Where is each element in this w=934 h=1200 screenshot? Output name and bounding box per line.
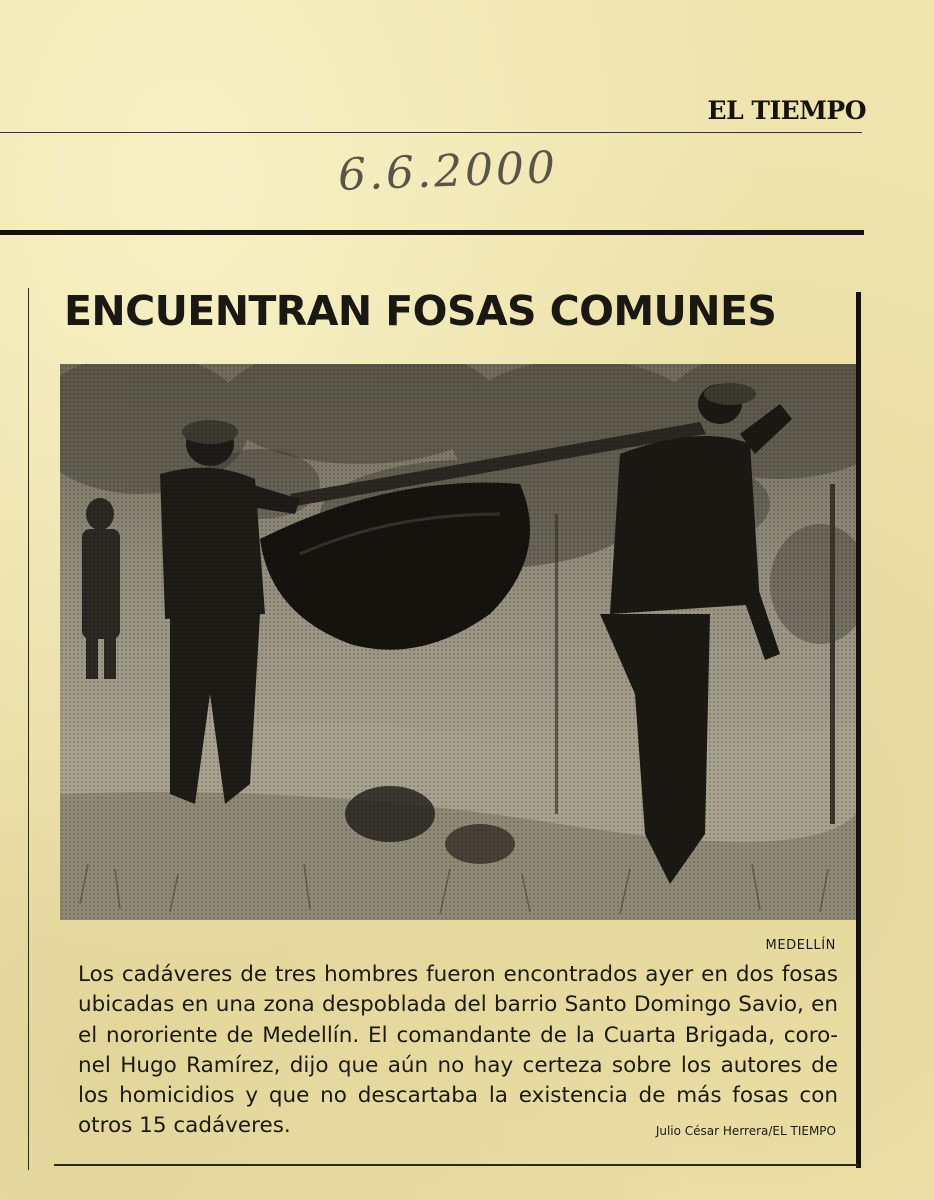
article-body: Los cadáveres de tres hombres fueron encontrados ayer en dos fosas ubicadas en una zona despoblada del barrio Santo Domingo Savio, en el nororiente de Medellín. El comandante de la Cuarta Brigada, coronel Hugo Ramírez, dijo que aún no hay certeza sobre los autores de los homicidios y que no descartaba la existencia de más fosas con otros 15 cadáveres. bbox=[78, 962, 838, 1139]
top-rule bbox=[0, 132, 862, 133]
article-frame-left bbox=[28, 288, 29, 1170]
handwritten-date: 6.6.2000 bbox=[337, 142, 559, 201]
article-frame-right bbox=[856, 292, 861, 1168]
headline: ENCUENTRAN FOSAS COMUNES bbox=[64, 287, 777, 335]
thick-rule bbox=[0, 230, 864, 235]
photo-credit: Julio César Herrera/EL TIEMPO bbox=[655, 1124, 836, 1138]
news-photo bbox=[60, 364, 856, 920]
article-frame-bottom bbox=[54, 1164, 858, 1166]
masthead: EL TIEMPO bbox=[707, 96, 866, 125]
dateline: MEDELLÍN bbox=[765, 938, 836, 953]
